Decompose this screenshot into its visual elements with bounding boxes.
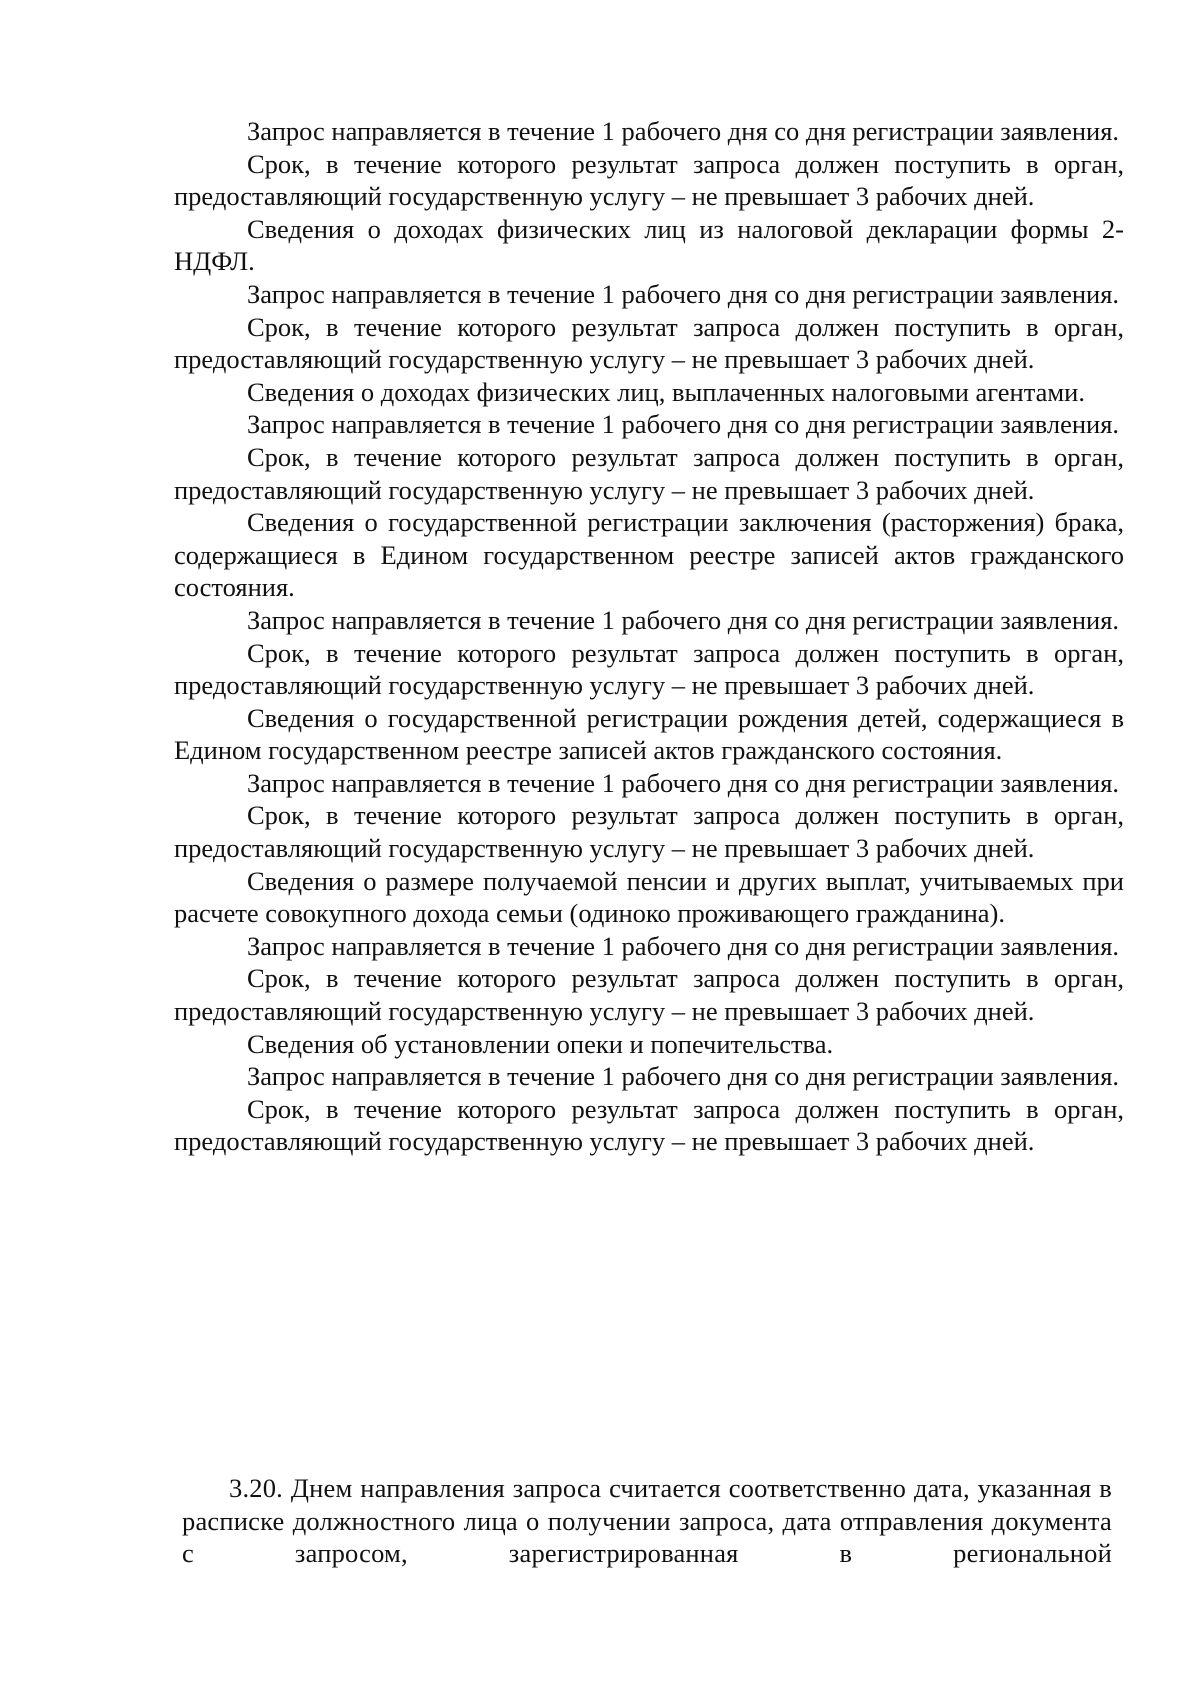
paragraph-request-deadline: Запрос направляется в течение 1 рабочего дня со дня регистрации заявления. bbox=[247, 116, 1120, 146]
paragraph-request-deadline: Запрос направляется в течение 1 рабочего дня со дня регистрации заявления. bbox=[247, 278, 1120, 309]
paragraph-request-deadline: Запрос направляется в течение 1 рабочего дня со дня регистрации заявления. bbox=[247, 767, 1120, 798]
paragraph-response-term: Срок, в течение которого результат запроса должен поступить в орган, предоставляющий государственную услугу – не превышает 3 рабочих дней. bbox=[174, 1093, 1124, 1157]
paragraph-info-pension: Сведения о размере получаемой пенсии и других выплат, учитываемых при расчете совокупного дохода семьи (одиноко проживающего гражданина). bbox=[174, 865, 1124, 929]
section-3-20 bbox=[182, 1472, 1112, 1570]
paragraph-info-tax-agents: Сведения о доходах физических лиц, выплаченных налоговыми агентами. bbox=[247, 376, 1085, 407]
paragraph-response-term: Срок, в течение которого результат запроса должен поступить в орган, предоставляющий государственную услугу – не превышает 3 рабочих дней. bbox=[174, 441, 1124, 505]
paragraph-response-term: Срок, в течение которого результат запроса должен поступить в орган, предоставляющий государственную услугу – не превышает 3 рабочих дней. bbox=[174, 637, 1124, 701]
paragraph-request-deadline: Запрос направляется в течение 1 рабочего дня со дня регистрации заявления. bbox=[247, 930, 1120, 961]
paragraph-info-guardianship: Сведения об установлении опеки и попечительства. bbox=[247, 1028, 834, 1059]
paragraph-request-deadline: Запрос направляется в течение 1 рабочего дня со дня регистрации заявления. bbox=[247, 409, 1120, 440]
paragraph-response-term: Срок, в течение которого результат запроса должен поступить в орган, предоставляющий государственную услугу – не превышает 3 рабочих дней. bbox=[174, 311, 1124, 375]
paragraph-info-marriage-registration: Сведения о государственной регистрации заключения (расторжения) брака, содержащиеся в Едином государственном реестре записей актов гражданского состояния. bbox=[174, 507, 1124, 603]
document-body bbox=[174, 115, 1124, 1158]
paragraph-request-deadline: Запрос направляется в течение 1 рабочего дня со дня регистрации заявления. bbox=[247, 604, 1120, 635]
paragraph-info-birth-registration: Сведения о государственной регистрации рождения детей, содержащиеся в Едином государственном реестре записей актов гражданского состояния. bbox=[174, 702, 1124, 766]
paragraph-section-3-20: 3.20. Днем направления запроса считается соответственно дата, указанная в расписке должностного лица о получении запроса, дата отправления документа с запросом, зарегистрированная в региональной bbox=[182, 1473, 1112, 1569]
paragraph-response-term: Срок, в течение которого результат запроса должен поступить в орган, предоставляющий государственную услугу – не превышает 3 рабочих дней. bbox=[174, 800, 1124, 864]
paragraph-response-term: Срок, в течение которого результат запроса должен поступить в орган, предоставляющий государственную услугу – не превышает 3 рабочих дней. bbox=[174, 148, 1124, 212]
paragraph-request-deadline: Запрос направляется в течение 1 рабочего дня со дня регистрации заявления. bbox=[247, 1061, 1120, 1092]
paragraph-response-term: Срок, в течение которого результат запроса должен поступить в орган, предоставляющий государственную услугу – не превышает 3 рабочих дней. bbox=[174, 963, 1124, 1027]
paragraph-info-ndfl-declaration: Сведения о доходах физических лиц из налоговой декларации формы 2-НДФЛ. bbox=[174, 213, 1124, 277]
